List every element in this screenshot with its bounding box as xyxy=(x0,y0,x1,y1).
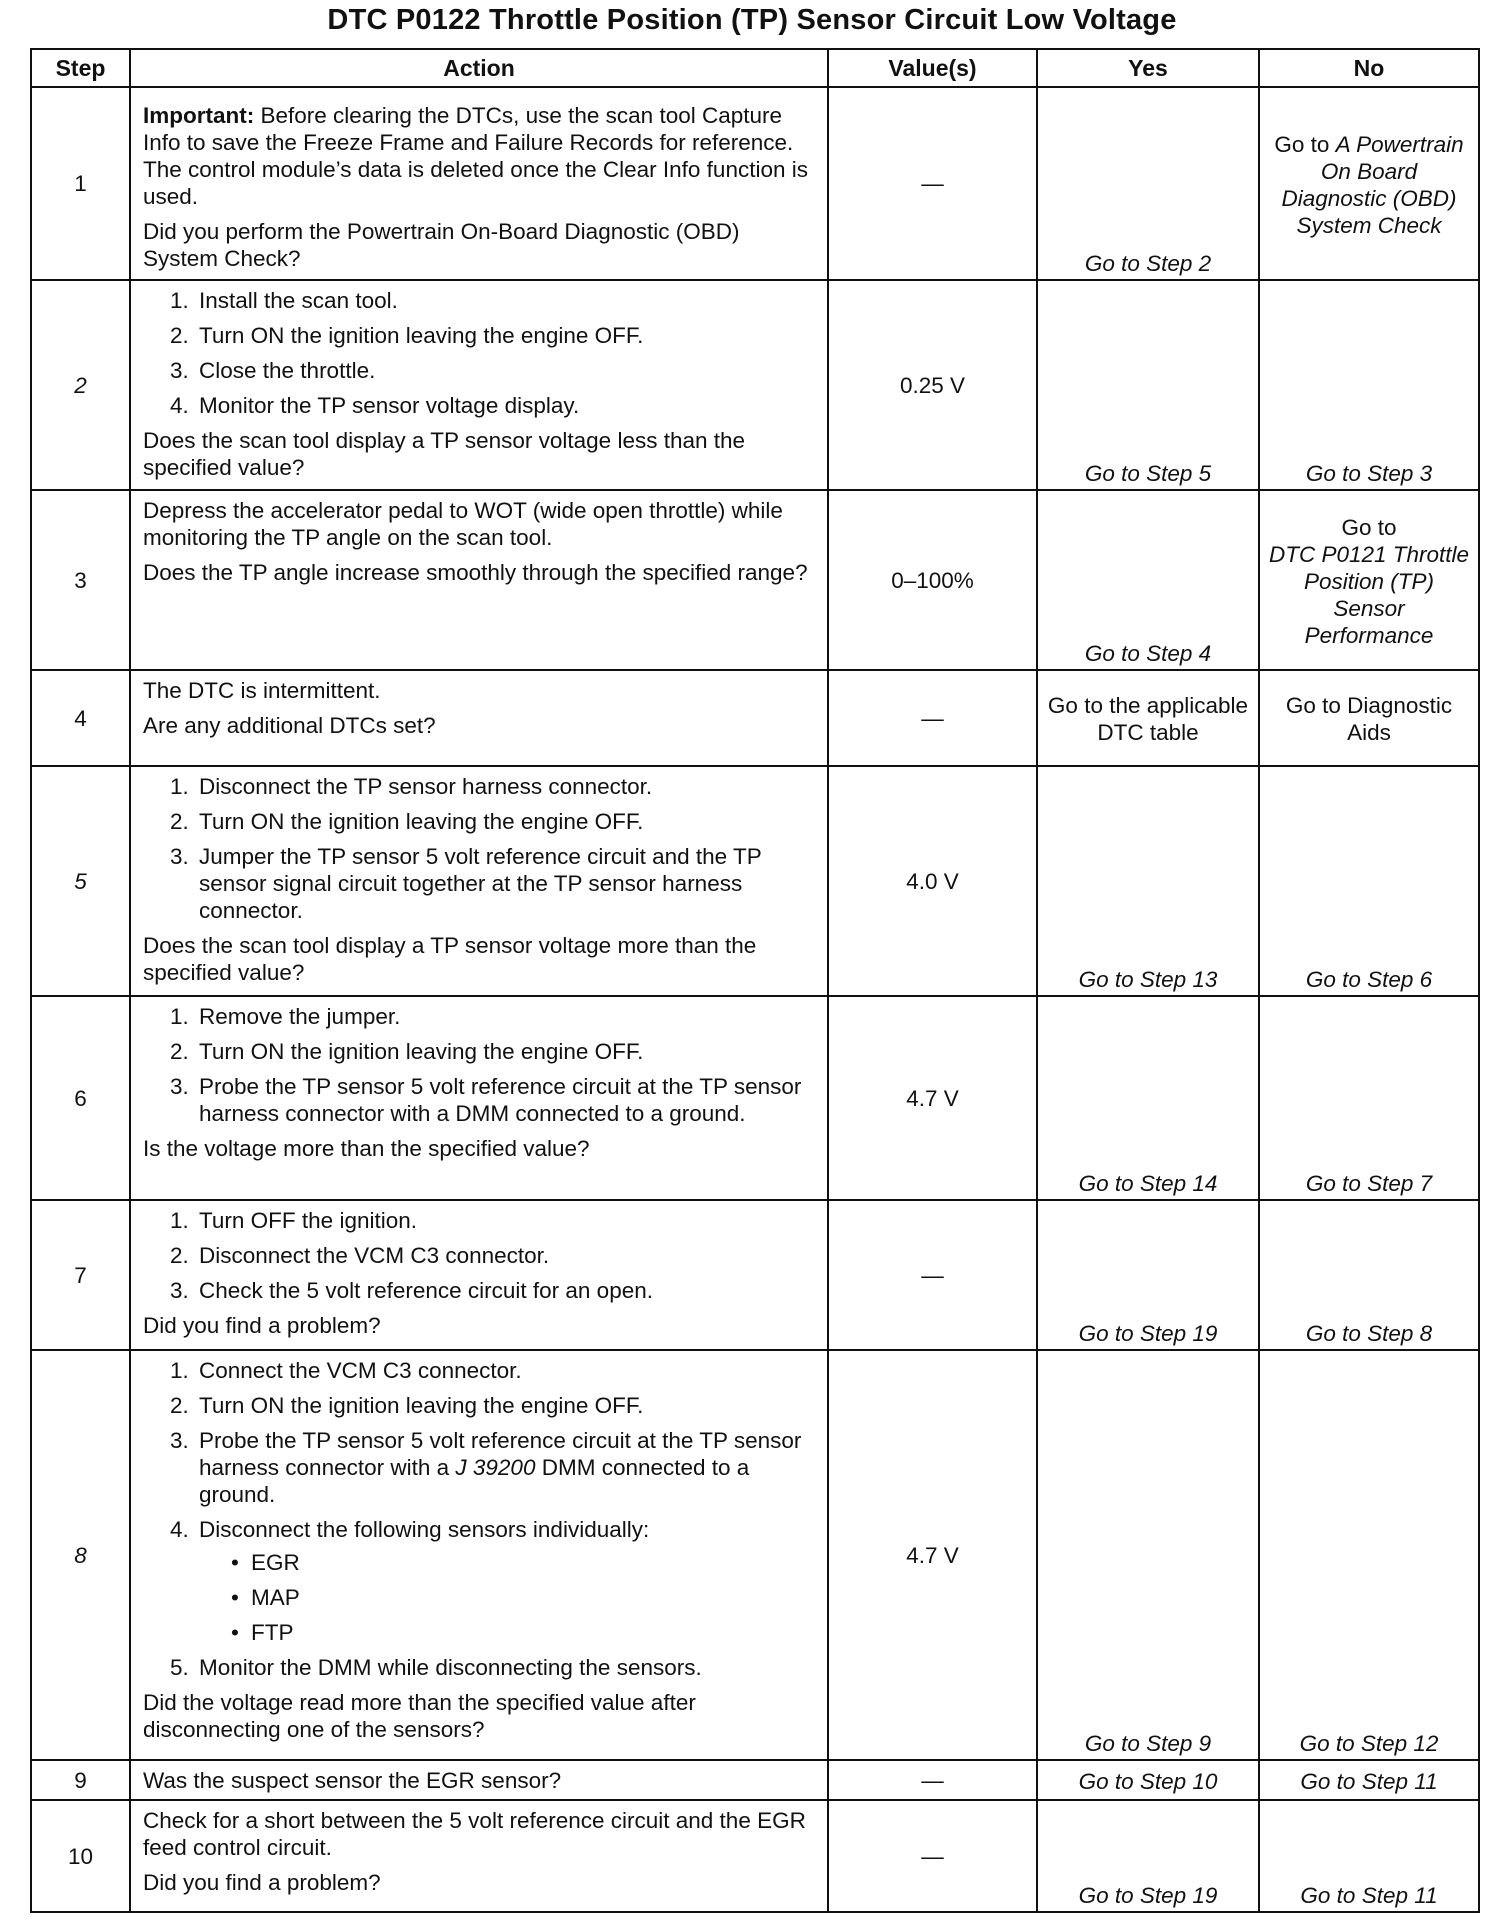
value-cell: 4.7 V xyxy=(828,996,1037,1200)
table-row xyxy=(31,670,1479,766)
question: Did the voltage read more than the specified value after disconnecting one of the sensors? xyxy=(143,1690,696,1742)
list-item: 5. Monitor the DMM while disconnecting the sensors. xyxy=(195,1654,819,1681)
question: Did you find a problem? xyxy=(143,1870,381,1895)
header-action: Action xyxy=(130,49,828,87)
step-number: 1 xyxy=(31,87,130,280)
action-cell xyxy=(130,1760,828,1800)
list-item: 3. Jumper the TP sensor 5 volt reference circuit and the TP sensor signal circuit together at the TP sensor harness connector. xyxy=(195,843,819,924)
table-row xyxy=(31,1800,1479,1912)
table-row xyxy=(31,1760,1479,1800)
list-item: 4. Monitor the TP sensor voltage display. xyxy=(195,392,819,419)
action-cell xyxy=(130,670,828,766)
question: Are any additional DTCs set? xyxy=(143,713,436,738)
list-item: 1. Disconnect the TP sensor harness connector. xyxy=(195,773,819,800)
table-row xyxy=(31,87,1479,280)
list-item: 3. Close the throttle. xyxy=(195,357,819,384)
step-number: 4 xyxy=(31,670,130,766)
list-item: 1. Remove the jumper. xyxy=(195,1003,819,1030)
sensor-list xyxy=(199,1549,819,1646)
yes-cell[interactable]: Go to Step 19 xyxy=(1037,1800,1259,1912)
sensor-item: • EGR xyxy=(227,1549,819,1576)
no-cell xyxy=(1259,490,1479,670)
list-item: 3. Probe the TP sensor 5 volt reference circuit at the TP sensor harness connector with a DMM connected to a ground. xyxy=(195,1073,819,1127)
no-cell[interactable]: Go to Step 7 xyxy=(1259,996,1479,1200)
procedure-list xyxy=(143,1357,819,1681)
procedure-list xyxy=(143,1207,819,1304)
step-number: 5 xyxy=(31,766,130,996)
table-row xyxy=(31,1200,1479,1350)
no-cell[interactable]: Go to Step 3 xyxy=(1259,280,1479,490)
table-row xyxy=(31,1350,1479,1760)
no-cell[interactable]: Go to Step 8 xyxy=(1259,1200,1479,1350)
list-item: 1. Install the scan tool. xyxy=(195,287,819,314)
action-cell xyxy=(130,766,828,996)
list-item: 1. Turn OFF the ignition. xyxy=(195,1207,819,1234)
question: Did you find a problem? xyxy=(143,1313,381,1338)
question: Did you perform the Powertrain On-Board Diagnostic (OBD) System Check? xyxy=(143,219,740,271)
instruction: Check for a short between the 5 volt reference circuit and the EGR feed control circuit. xyxy=(143,1808,806,1860)
question: Is the voltage more than the specified value? xyxy=(143,1136,590,1161)
yes-cell[interactable]: Go to Step 13 xyxy=(1037,766,1259,996)
value-cell: — xyxy=(828,1760,1037,1800)
yes-cell: Go to Step 2 xyxy=(1037,87,1259,280)
list-item: 2. Turn ON the ignition leaving the engine OFF. xyxy=(195,808,819,835)
sensor-item: • FTP xyxy=(227,1619,819,1646)
yes-cell[interactable]: Go to Step 19 xyxy=(1037,1200,1259,1350)
action-cell xyxy=(130,996,828,1200)
step-number: 8 xyxy=(31,1350,130,1760)
value-cell: — xyxy=(828,1200,1037,1350)
list-item: 3. Check the 5 volt reference circuit for an open. xyxy=(195,1277,819,1304)
value-cell: 0.25 V xyxy=(828,280,1037,490)
yes-cell[interactable]: Go to Step 14 xyxy=(1037,996,1259,1200)
step-number: 2 xyxy=(31,280,130,490)
no-cell xyxy=(1259,87,1479,280)
procedure-list xyxy=(143,1003,819,1127)
yes-cell[interactable]: Go to Step 10 xyxy=(1037,1760,1259,1800)
action-cell xyxy=(130,1200,828,1350)
no-link[interactable]: DTC P0121 Throttle Position (TP) Sensor Performance xyxy=(1268,541,1470,648)
no-prefix: Go to xyxy=(1274,131,1336,157)
action-cell xyxy=(130,280,828,490)
question: Does the TP angle increase smoothly through the specified range? xyxy=(143,560,808,585)
action-cell xyxy=(130,1350,828,1760)
header-step: Step xyxy=(31,49,130,87)
important-label: Important: xyxy=(143,103,255,128)
value-cell: 4.0 V xyxy=(828,766,1037,996)
table-row xyxy=(31,490,1479,670)
list-item: 2. Disconnect the VCM C3 connector. xyxy=(195,1242,819,1269)
yes-cell[interactable]: Go to Step 5 xyxy=(1037,280,1259,490)
yes-cell[interactable]: Go to Step 4 xyxy=(1037,490,1259,670)
question: Does the scan tool display a TP sensor voltage less than the specified value? xyxy=(143,428,746,480)
table-row xyxy=(31,996,1479,1200)
action-cell xyxy=(130,87,828,280)
sensor-item: • MAP xyxy=(227,1584,819,1611)
question: Was the suspect sensor the EGR sensor? xyxy=(143,1767,562,1793)
list-item xyxy=(195,1427,819,1508)
action-cell xyxy=(130,1800,828,1912)
action-cell xyxy=(130,490,828,670)
tool-name: J 39200 xyxy=(455,1455,536,1480)
no-cell[interactable]: Go to Diagnostic Aids xyxy=(1259,670,1479,766)
instruction: The DTC is intermittent. xyxy=(143,678,381,703)
value-cell: 0–100% xyxy=(828,490,1037,670)
step-number: 6 xyxy=(31,996,130,1200)
no-prefix: Go to xyxy=(1341,514,1397,540)
list-item: 2. Turn ON the ignition leaving the engine OFF. xyxy=(195,1392,819,1419)
value-cell: — xyxy=(828,670,1037,766)
important-text: Before clearing the DTCs, use the scan tool Capture Info to save the Freeze Frame and Failure Records for reference. The control module’s data is deleted once the Clear Info function is used. xyxy=(143,103,808,209)
value-cell: — xyxy=(828,87,1037,280)
table-row xyxy=(31,766,1479,996)
yes-cell[interactable]: Go to Step 9 xyxy=(1037,1350,1259,1760)
item-text: Probe the TP sensor 5 volt reference circuit at the TP sensor harness connector with a xyxy=(199,1428,802,1480)
value-cell: — xyxy=(828,1800,1037,1912)
yes-cell[interactable]: Go to the applicable DTC table xyxy=(1037,670,1259,766)
list-item: 2. Turn ON the ignition leaving the engine OFF. xyxy=(195,1038,819,1065)
no-link[interactable]: A Powertrain On Board Diagnostic (OBD) System Check xyxy=(1281,131,1464,238)
step-number: 10 xyxy=(31,1800,130,1912)
step-number: 7 xyxy=(31,1200,130,1350)
list-item: 2. Turn ON the ignition leaving the engine OFF. xyxy=(195,322,819,349)
procedure-list xyxy=(143,287,819,419)
step-number: 3 xyxy=(31,490,130,670)
no-cell[interactable]: Go to Step 12 xyxy=(1259,1350,1479,1760)
header-values: Value(s) xyxy=(828,49,1037,87)
item-text: DMM connected to a ground. xyxy=(199,1455,750,1507)
step-number: 9 xyxy=(31,1760,130,1800)
page-title: DTC P0122 Throttle Position (TP) Sensor Circuit Low Voltage xyxy=(327,4,1177,36)
no-cell[interactable]: Go to Step 11 xyxy=(1259,1800,1479,1912)
header-no: No xyxy=(1259,49,1479,87)
item-text: Disconnect the following sensors individually: xyxy=(199,1517,650,1542)
list-item: 1. Connect the VCM C3 connector. xyxy=(195,1357,819,1384)
header-row xyxy=(31,49,1479,87)
instruction: Depress the accelerator pedal to WOT (wide open throttle) while monitoring the TP angle on the scan tool. xyxy=(143,498,783,550)
list-item xyxy=(195,1516,819,1646)
question: Does the scan tool display a TP sensor voltage more than the specified value? xyxy=(143,933,757,985)
table-row xyxy=(31,280,1479,490)
no-cell[interactable]: Go to Step 6 xyxy=(1259,766,1479,996)
value-cell: 4.7 V xyxy=(828,1350,1037,1760)
no-cell[interactable]: Go to Step 11 xyxy=(1259,1760,1479,1800)
diagnostic-table xyxy=(30,48,1480,1913)
procedure-list xyxy=(143,773,819,924)
header-yes: Yes xyxy=(1037,49,1259,87)
important-note xyxy=(143,102,819,210)
